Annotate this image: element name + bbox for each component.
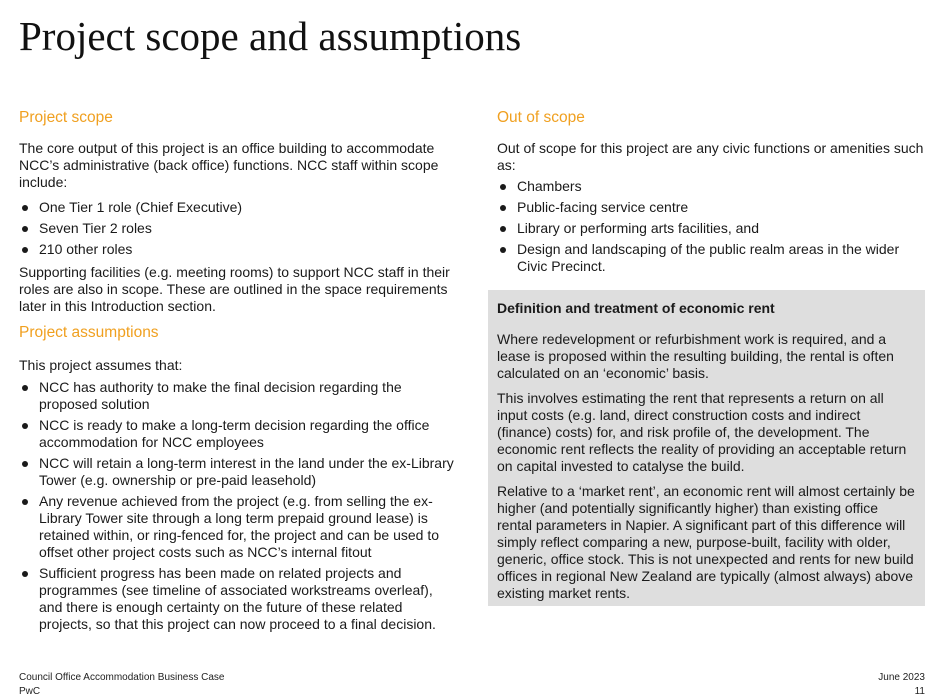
project-assumptions-list <box>19 379 459 633</box>
economic-rent-paragraph: Where redevelopment or refurbishment work is required, and a lease is proposed within the resulting building, the rental is often calculated on an ‘economic’ basis. <box>497 331 894 381</box>
list-item: Sufficient progress has been made on related projects and programmes (see timeline of associated workstreams overleaf), and there is enough certainty on the future of these related projects, so that this project can now proceed to a final decision. <box>19 565 459 633</box>
list-item: Library or performing arts facilities, and <box>497 220 925 237</box>
economic-rent-title: Definition and treatment of economic rent <box>497 300 775 316</box>
out-of-scope-heading: Out of scope <box>497 109 585 126</box>
right-column <box>497 108 925 275</box>
economic-rent-paragraph: This involves estimating the rent that represents a return on all input costs (e.g. land, direct construction costs and indirect (finance) costs) for, and risk profile of, the development. The economic rent reflects the reality of providing an acceptable return on capital invested to catalyse the build. <box>497 390 907 474</box>
out-of-scope-list <box>497 178 925 275</box>
project-scope-list <box>19 199 459 258</box>
list-item: NCC has authority to make the final decision regarding the proposed solution <box>19 379 459 413</box>
list-item: One Tier 1 role (Chief Executive) <box>19 199 459 216</box>
economic-rent-paragraph: Relative to a ‘market rent’, an economic rent will almost certainly be higher (and potentially significantly higher) than existing office rental parameters in Napier. A significant part of this difference will simply reflect comparing a new, purpose-built, facility with older, generic, office stock. This is not unexpected and rents for new build offices in regional New Zealand are typically (almost always) above existing market rents. <box>497 483 915 601</box>
project-scope-intro: The core output of this project is an office building to accommodate NCC’s administrative (back office) functions. NCC staff within scope include: <box>19 140 439 190</box>
list-item: Design and landscaping of the public realm areas in the wider Civic Precinct. <box>497 241 925 275</box>
footer-document-title: Council Office Accommodation Business Case <box>19 672 225 683</box>
project-scope-heading: Project scope <box>19 109 113 126</box>
page-title: Project scope and assumptions <box>19 13 522 59</box>
page-number: 11 <box>914 686 925 697</box>
footer-date: June 2023 <box>878 672 925 683</box>
list-item: NCC will retain a long-term interest in the land under the ex-Library Tower (e.g. ownership or pre-paid leasehold) <box>19 455 459 489</box>
left-column <box>19 108 459 633</box>
project-assumptions-heading: Project assumptions <box>19 324 159 341</box>
list-item: Public-facing service centre <box>497 199 925 216</box>
list-item: 210 other roles <box>19 241 459 258</box>
list-item: Any revenue achieved from the project (e.g. from selling the ex-Library Tower site through a long term prepaid ground lease) is retained within, or ring-fenced for, the project and can be used to offset other project costs such as NCC’s internal fitout <box>19 493 459 561</box>
list-item: Seven Tier 2 roles <box>19 220 459 237</box>
list-item: NCC is ready to make a long-term decision regarding the office accommodation for NCC employees <box>19 417 459 451</box>
project-scope-outro: Supporting facilities (e.g. meeting rooms) to support NCC staff in their roles are also in scope. These are outlined in the space requirements later in this Introduction section. <box>19 264 450 314</box>
economic-rent-box <box>488 290 925 606</box>
project-assumptions-intro: This project assumes that: <box>19 357 183 373</box>
list-item: Chambers <box>497 178 925 195</box>
footer-company: PwC <box>19 686 41 697</box>
out-of-scope-intro: Out of scope for this project are any civic functions or amenities such as: <box>497 140 924 173</box>
